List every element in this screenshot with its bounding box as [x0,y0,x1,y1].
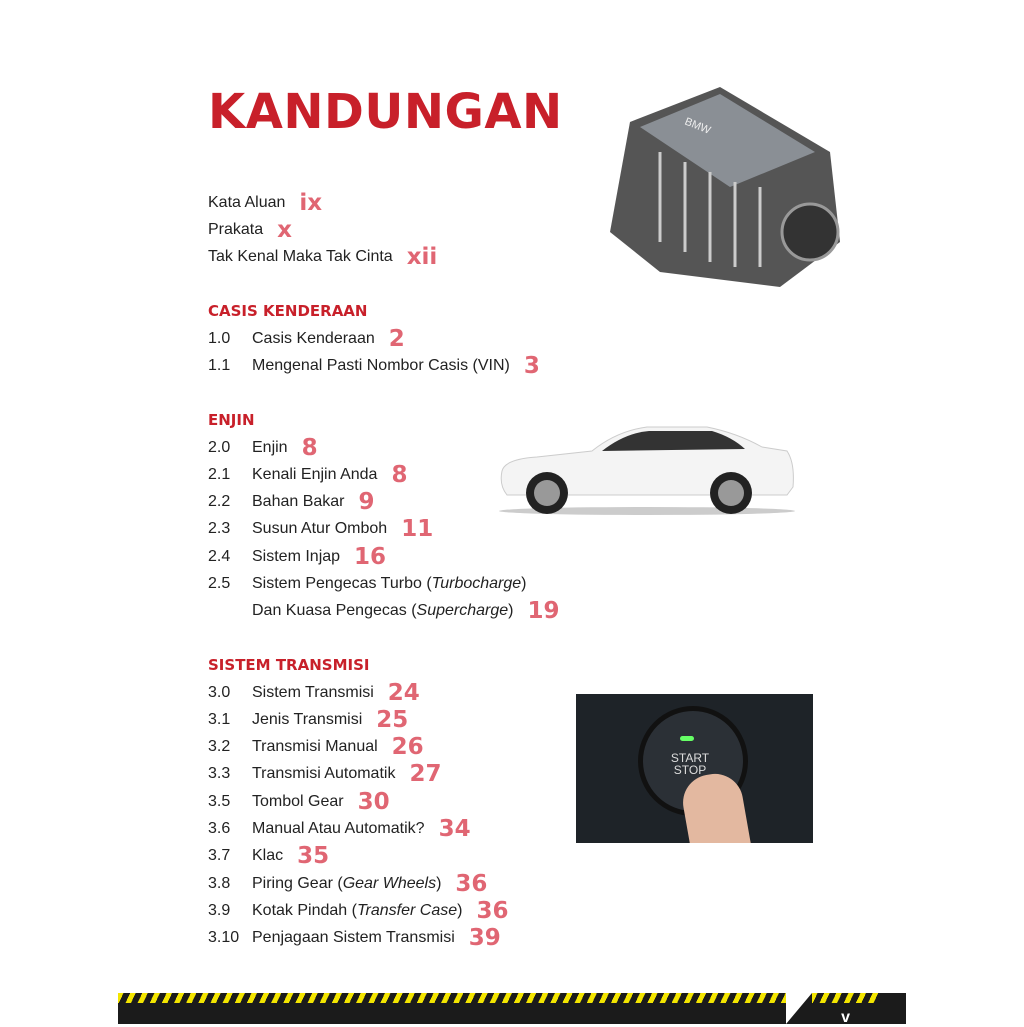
entry-number: 3.9 [208,901,231,919]
entry-page: 36 [455,870,488,897]
entry-label: Kenali Enjin Anda [252,465,378,483]
entry-label-italic: Transfer Case [356,901,458,919]
entry-page: 39 [468,925,501,952]
toc-entry [208,543,386,570]
entry-label: Kata Aluan [208,193,286,211]
toc-entry [208,734,424,761]
entry-label: Sistem Pengecas Turbo ( [252,575,432,592]
entry-label: Manual Atau Automatik? [252,820,425,837]
section-heading: SISTEM TRANSMISI [208,656,370,674]
entry-number: 1.0 [208,329,231,347]
entry-number: 2.5 [208,575,231,592]
toc-entry [208,870,487,897]
entry-label: Jenis Transmisi [252,710,363,728]
entry-label: Piring Gear ( [252,874,343,892]
entry-page: 26 [391,734,424,761]
toc-entry [208,706,408,733]
entry-page: 19 [527,598,560,625]
entry-label: Tombol Gear [252,792,344,810]
car-image [497,423,797,517]
toc-entry [208,489,375,516]
entry-number: 2.3 [208,520,231,538]
toc-entry [208,897,508,924]
entry-page: xii [406,244,438,271]
start-stop-label: START STOP [670,751,710,777]
entry-label: Prakata [208,220,264,238]
start-stop-button-image [576,694,813,843]
entry-number: 2.2 [208,493,231,511]
hazard-stripe [812,993,880,1003]
entry-page: 35 [297,843,330,870]
entry-number: 1.1 [208,356,231,374]
entry-number: 2.0 [208,438,231,456]
entry-page: 24 [387,679,420,706]
entry-label: Klac [252,847,284,865]
entry-label: Penjagaan Sistem Transmisi [252,929,455,947]
toc-entry [208,788,390,815]
entry-label: Enjin [252,438,288,456]
engine-logo-text: BMW [682,115,713,137]
entry-page: ix [299,189,323,216]
entry-number: 3.3 [208,765,231,783]
entry-label-end: ) [457,901,463,919]
entry-page: x [277,216,292,243]
toc-entry [208,571,527,598]
toc-entry [208,598,560,625]
entry-label: Casis Kenderaan [252,329,375,347]
entry-page: 11 [401,516,434,543]
entry-page: 2 [388,325,405,352]
toc-entry [208,189,322,216]
entry-number: 2.1 [208,465,231,483]
toc-entry [208,244,437,271]
entry-page: 30 [357,788,390,815]
entry-number: 3.0 [208,683,231,701]
entry-label-end: ) [436,874,442,892]
entry-label: Transmisi Automatik [252,765,396,783]
entry-label: Dan Kuasa Pengecas ( [252,602,417,620]
toc-entry [208,516,433,543]
hazard-stripe [118,993,786,1003]
toc-entry [208,461,407,488]
entry-number: 3.6 [208,820,231,837]
entry-label-italic: Gear Wheels [342,874,437,892]
entry-number: 3.5 [208,792,231,810]
toc-entry [208,216,292,243]
entry-page: 8 [391,461,408,488]
toc-entry [208,843,329,870]
toc-entry [208,679,420,706]
toc-entry [208,925,501,952]
toc-entry [208,325,405,352]
section-heading: ENJIN [208,411,255,429]
entry-label: Mengenal Pasti Nombor Casis (VIN) [252,356,510,374]
entry-label: Kotak Pindah ( [252,901,357,919]
entry-page: 16 [354,543,387,570]
entry-label: Transmisi Manual [252,738,378,756]
toc-entry [208,816,471,843]
entry-label: Bahan Bakar [252,493,345,511]
toc-entry [208,761,441,788]
entry-page: 8 [301,434,318,461]
entry-page: 9 [358,489,375,516]
entry-label-end: ) [521,575,527,592]
page-title: KANDUNGAN [208,84,563,140]
entry-label-italic: Turbocharge [431,575,522,592]
engine-image [600,82,852,294]
entry-label-end: ) [508,602,514,620]
entry-page: 27 [409,761,442,788]
entry-page: 25 [376,706,409,733]
entry-number: 3.7 [208,847,231,865]
entry-number: 3.2 [208,738,231,756]
entry-number: 2.4 [208,547,231,565]
section-heading: CASIS KENDERAAN [208,302,368,320]
toc-entry [208,352,540,379]
entry-page: 36 [476,897,509,924]
entry-label: Sistem Injap [252,547,341,565]
entry-label: Susun Atur Omboh [252,520,388,538]
entry-label-italic: Supercharge [416,602,509,620]
footer-bar [118,993,906,1024]
entry-page: 3 [523,352,540,379]
page-number: v [841,1009,850,1026]
entry-number: 3.1 [208,710,231,728]
entry-label: Sistem Transmisi [252,683,374,701]
toc-entry [208,434,318,461]
entry-number: 3.8 [208,874,231,892]
entry-label: Tak Kenal Maka Tak Cinta [208,248,393,266]
entry-page: 34 [438,816,471,842]
entry-number: 3.10 [208,929,240,947]
